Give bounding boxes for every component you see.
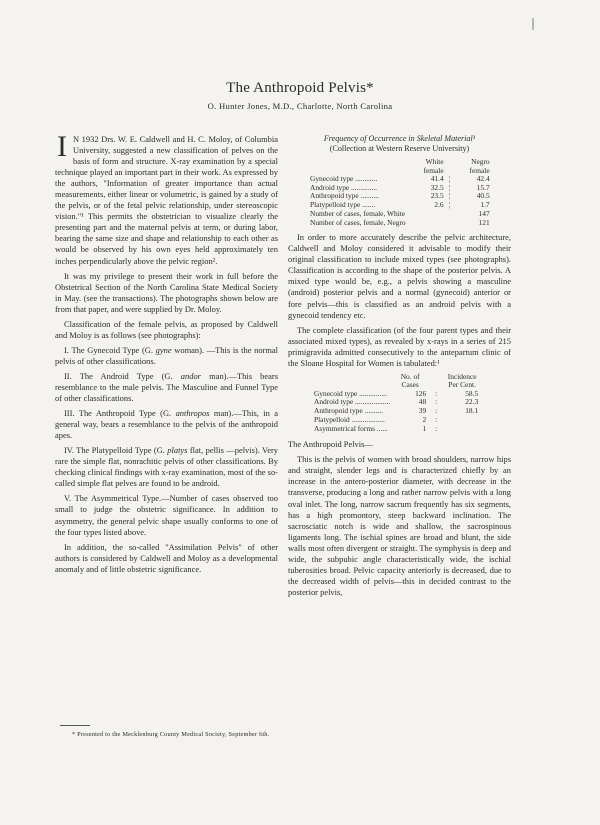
header-incidence: Incidence Per Cent. [447, 371, 477, 390]
table-row: Anthropoid type .......... 23.5 ¦ 40.5 [310, 191, 490, 201]
privilege-paragraph: It was my privilege to present their work in full before the Obstetrical Section of the North Carolina State Medical Society in May. (see the transactions). The photographs shown below are from that paper, and were supplied by Dr. Moloy. [55, 270, 278, 314]
type-android: II. The Android Type (G. andor man).—This bears resemblance to the male pelvis. The Masculine and Funnel Type of other classifications. [55, 370, 278, 404]
classification-intro: Classification of the female pelvis, as proposed by Caldwell and Moloy is as follows (see photographs): [55, 318, 278, 340]
header-cases: No. of Cases [400, 371, 420, 390]
intro-paragraph [55, 130, 278, 267]
header-negro: Negro female [469, 157, 490, 175]
intro-text: N 1932 Drs. W. E. Caldwell and H. C. Moloy, of Columbia University, suggested a new classification of pelves on the basis of form and structure. X-ray examination by a special technique played an important part in their work. As expressed by the authors, "Information of greater importance than actual measurements, either linear or volumetric, is gained by a study of the pelvis, or of the fetal pelvic relationship, under stereoscopic vision."¹ This permits the obstetrician to visualize clearly the presenting part and the maternal pelvis at term, or during labor, bearing the same size and shape and relationship to each other as would be observed by his own eyes held approximately ten inches perpendicularly above the pelvic region². [55, 134, 278, 266]
table-row: Platypelloid .................. 2 : [314, 414, 438, 424]
assimilation-paragraph: In addition, the so-called "Assimilation Pelvis" of other authors is considered by Caldwell and Moloy as a developmental anomaly and of little obstetric significance. [55, 541, 278, 574]
footnote: * Presented to the Mecklenburg County Medical Society, September 6th. [72, 731, 270, 738]
table-row: Asymmetrical forms ...... 1 : [314, 423, 438, 433]
complete-classification-paragraph: The complete classification (of the four parent types and their associated mixed types), as revealed by x-rays in a series of 215 primigravida admitted consecutively to the antepartum clinic of the Sloane Hospital for Women is tabulated:¹ [288, 324, 511, 368]
article-title: The Anthropoid Pelvis* [226, 80, 374, 96]
footnote-rule [60, 725, 90, 726]
table-row: Anthropoid type .......... 39 : 18.1 [314, 406, 479, 416]
table-header-row [308, 158, 492, 175]
frequency-table [308, 158, 492, 227]
table1-caption: Frequency of Occurrence in Skeletal Material¹ [323, 134, 476, 143]
table-row: Android type .............. 32.5 ¦ 15.7 [310, 182, 490, 192]
type-anthropoid: III. The Anthropoid Type (G. anthropos man).—This, in a general way, bears a resemblance to the pelvis of the anthropoid apes. [55, 408, 278, 441]
type-asymmetrical: V. The Asymmetrical Type.—Number of cases observed too small to judge the obstetric significance. In addition to asymmetry, the general pelvic shape usually conforms to one of the four types listed above. [55, 493, 278, 537]
table-row: Android type ................... 48 : 22.3 [314, 397, 479, 407]
table-row: Gynecoid type ............... 126 : 58.5 [314, 388, 479, 398]
section-subhead: The Anthropoid Pelvis— [288, 439, 373, 450]
table-row: Number of cases, female, Negro 121 [310, 217, 490, 227]
author-byline: O. Hunter Jones, M.D., Charlotte, North Carolina [207, 101, 393, 111]
drop-cap: I [57, 130, 67, 163]
table-row: Gynecoid type ............ 41.4 ¦ 42.4 [310, 174, 490, 183]
scan-mark [532, 18, 534, 30]
incidence-table [312, 373, 480, 434]
anthropoid-description: This is the pelvis of women with broad shoulders, narrow hips and straight, slender legs and is characterized chiefly by an increase in the antero-posterior diameter, with decrease in the transverse, producing a long and rather narrow pelvis with a long oval inlet. The long, narrow sacrum frequently has six segments, has a high promontory, steep backward inclination. The sacrosciatic notch is wide and shallow, the sacrospinous ligaments long. The ischial spines are broad and blunt, the side walls most often divergent or straight. The symphysis is deep and wide, the subpubic angle characteristically wide, the ischial tuberosities broad. Pelvic capacity anteriorly is decreased, due to the decreased width of pelvis—this in decided contrast to the posterior pelvis, [288, 454, 511, 597]
right-column [288, 134, 511, 602]
header-white: White female [423, 157, 444, 175]
left-column [55, 130, 279, 579]
type-platypelloid: IV. The Platypelloid Type (G. platys flat, pellis —pelvis). Very rare the simple flat, nonrachitic pelvis of other classifications. By checking clinical findings with x-ray examination, most of the so-called simple flat pelves are found to be android. [55, 445, 278, 489]
mixed-types-paragraph: In order to more accurately describe the pelvic architecture, Caldwell and Moloy considered it advisable to modify their original classification to include mixed types (see photographs). Classification is according to the shape of the posterior pelvis. A mixed type would be, e.g., a pelvis showing a masculine (android) posterior pelvis and a normal (gynecoid) anterior or fore pelvis—this is classified as an android pelvis with a gynecoid tendency etc. [288, 232, 511, 320]
table-row: Platypelloid type ....... 2.6 ¦ 1.7 [310, 200, 490, 210]
table-row: Number of cases, female, White 147 [310, 208, 490, 218]
type-gynecoid: I. The Gynecoid Type (G. gyne woman). —This is the normal pelvis of other classifications. [55, 344, 279, 366]
table1-subcaption: (Collection at Western Reserve University) [329, 144, 470, 153]
table-header-row [312, 373, 480, 390]
